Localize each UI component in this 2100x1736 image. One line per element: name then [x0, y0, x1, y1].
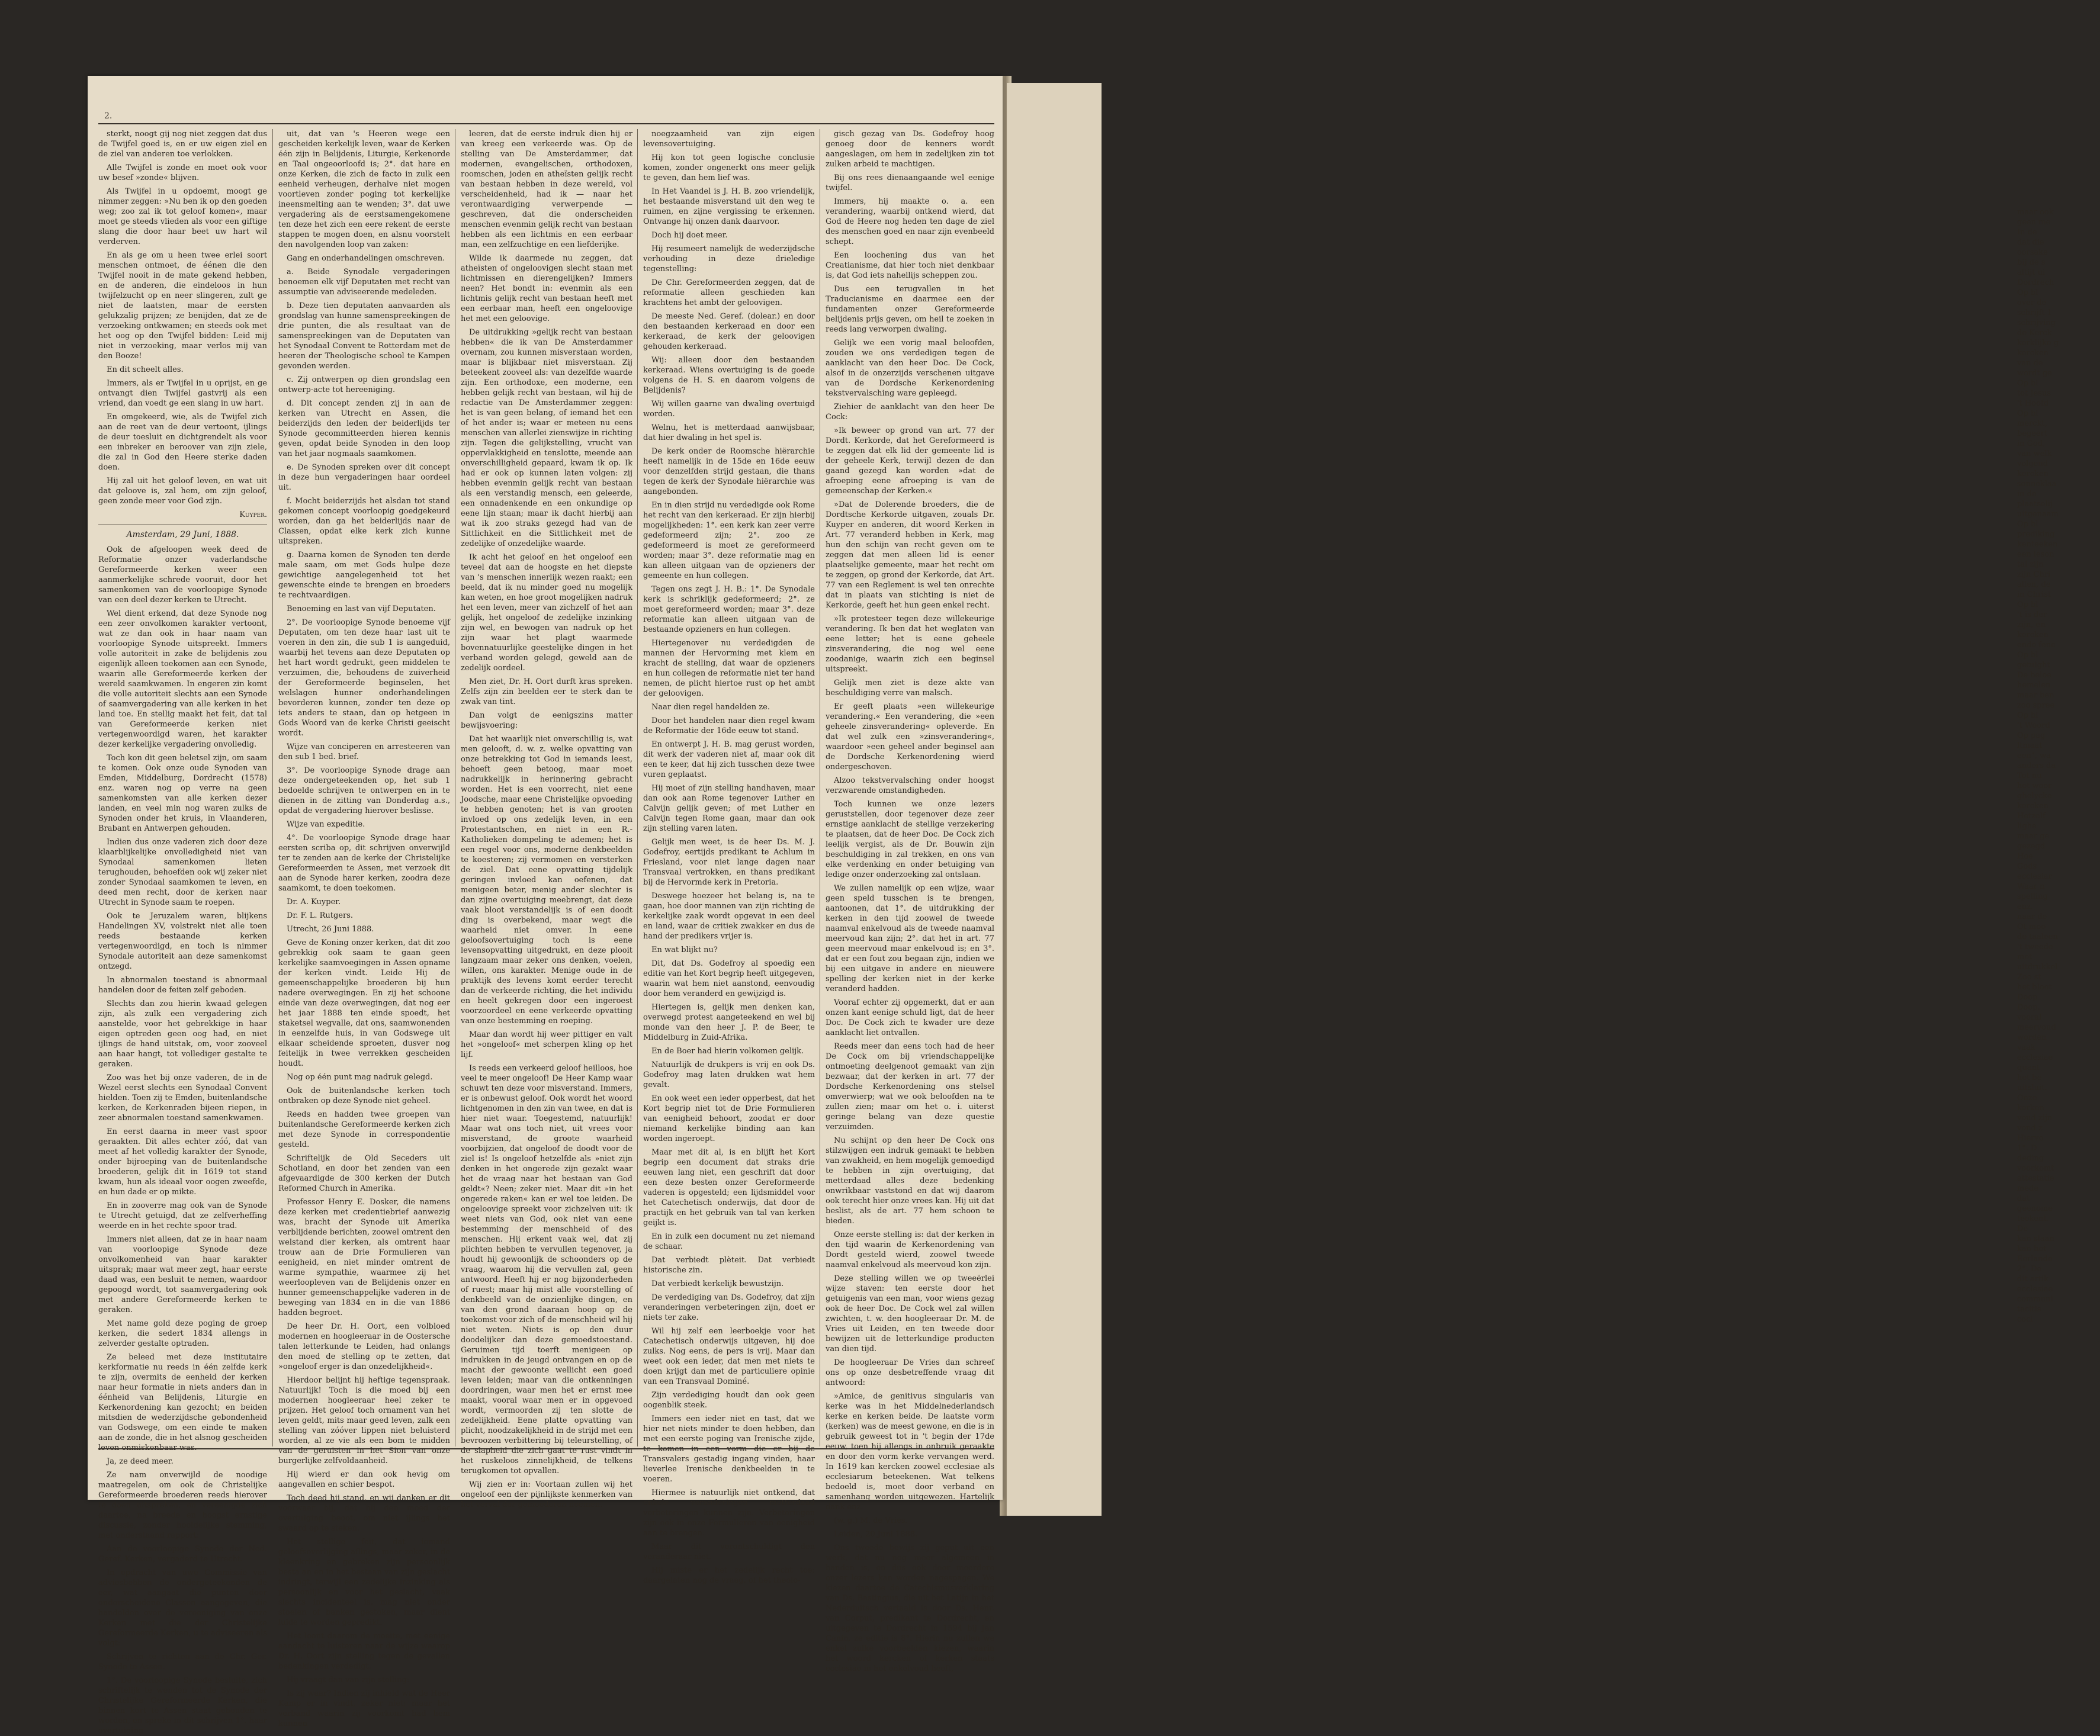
edge-fragment: meervoud	[2017, 1023, 2056, 1032]
paragraph: En ontwerpt J. H. B. mag gerust worden, dit werk der vaderen niet af, maar ook dit een te keer, dat hij zich tusschen deze twee vuren geplaatst.	[643, 740, 815, 779]
paragraph: gisch gezag van Ds. Godefroy hoog genoeg door de kenners wordt aangeslagen, om hem in zedelijken zin tot zulken arbeid te machtigen.	[826, 130, 994, 169]
edge-fragment: gezegd	[2017, 842, 2046, 851]
paragraph: In abnormalen toestand is abnormaal handelen door de feiten zelf geboden.	[98, 976, 267, 995]
edge-fragment: Op bl	[2017, 711, 2038, 720]
edge-fragment: Op bl	[2017, 288, 2038, 297]
edge-fragment: kercken	[2017, 631, 2049, 639]
edge-fragment: kercken	[2017, 470, 2049, 478]
edge-fragment: volgend	[2017, 459, 2048, 468]
paragraph: Benoeming en last van vijf Deputaten.	[287, 605, 436, 613]
paragraph: Naar dien regel handelden ze.	[651, 703, 770, 712]
edge-fragment: uitsluit.	[2017, 1084, 2047, 1092]
edge-fragment: Op bl	[2017, 379, 2038, 388]
edge-fragment: schrijving	[2017, 319, 2056, 327]
edge-fragment: zijn, en	[2017, 621, 2046, 629]
paragraph: Deze stelling willen we op tweeërlei wijze staven: ten eerste door het getuigenis van een man, voor wiens gezag ook de heer Doc. De Cock wel zal willen zwichten, t. w. den hoogleeraar Dr. M. de Vries uit Leiden, en ten tweede door bewijzen uit de letterkundige producten van dien tijd.	[826, 1274, 994, 1354]
paragraph: Als Twijfel in u opdoemt, moogt ge nimmer zeggen: »Nu ben ik op den goeden weg; zoo zal ik tot geloof komen«, maar moet ge steeds vlieden als voor een giftige slang die door haar beet uw hart wil verderven.	[98, 187, 267, 246]
paragraph: Dat verbiedt kerkelijk bewustzijn.	[651, 1280, 784, 1288]
paragraph: En de Boer had hierin volkomen gelijk.	[651, 1047, 804, 1056]
edge-fragment: 1°. D	[2017, 1144, 2037, 1153]
edge-fragment: Hiervo	[2017, 1134, 2044, 1143]
paragraph: Nog op één punt mag nadruk gelegd.	[287, 1073, 433, 1082]
paragraph: Onze eerste stelling is: dat der kerken in den tijd waarin de Kerkenordening van Dordt gesteld wierd, zoowel tweede naamval enkelvoud als meervoud kon zijn.	[826, 1230, 994, 1269]
paragraph: Doch hij doet meer.	[651, 231, 728, 240]
paragraph: Ziehier de aanklacht van den heer De Cock:	[826, 403, 994, 422]
edge-fragment: Doop.	[2017, 1003, 2040, 1012]
edge-fragment: de taaleen	[2017, 933, 2058, 941]
paragraph: Er geeft plaats »een willekeurige verandering.« Een verandering, die »een geheele zinsverandering« opleverde. En dat wel zulk een »zinsverandering«, waardoor »een geheel ander beginsel aan de Dordsche Kerkenordening wierd ondergeschoven.	[826, 702, 994, 771]
edge-fragment: maar ge	[2017, 832, 2050, 841]
edge-fragment: allen, de	[2017, 580, 2051, 589]
paragraph: Dit, dat Ds. Godefroy al spoedig een editie van het Kort begrip heeft uitgegeven, waarin wat hem niet aanstond, eenvoudig door hem veranderd en gewijzigd is.	[643, 959, 815, 998]
edge-fragment: Dordrech	[2017, 278, 2054, 287]
paragraph: Welnu, het is metterdaad aanwijsbaar, dat hier dwaling in het spel is.	[643, 423, 815, 442]
paragraph: En dit scheelt alles.	[107, 365, 184, 374]
paragraph: Geve de Koning onzer kerken, dat dit zoo gebrekkig ook saam te gaan geen kerkelijke saamvoegingen in Assen opname der kerken vindt. Leide Hij de gemeenschappelijke broederen bij hun nadere overwegingen. En zij het schoone einde van deze overwegingen, dat nog eer het jaar 1888 ten einde spoedt, het staketsel wegvalle, dat ons, saamwonenden in eenzelfde huis, in van Godswege uit elkaar scheidende sproeten, dusver nog feitelijk in twee verrekken gescheiden houdt.	[278, 938, 450, 1068]
edge-fragment: wordt ge	[2017, 369, 2052, 378]
paragraph: sterkt, noogt gij nog niet zeggen dat dus de Twijfel goed is, en er uw eigen ziel en de ziel van anderen toe verlokken.	[98, 130, 267, 159]
edge-fragment: ende fenc	[2017, 641, 2056, 650]
paragraph: Hij resumeert namelijk de wederzijdsche verhouding in deze drieledige tegenstelling:	[643, 245, 815, 274]
paragraph: Schriftelijk de Old Seceders uit Schotland, en door het zenden van een afgevaardigde de 300 kerken der Dutch Reformed Church in Amerika.	[278, 1154, 450, 1193]
paragraph: Ook te Jeruzalem waren, blijkens Handelingen XV, volstrekt niet alle toen reeds bestaande kerken vertegenwoordigd, en toch is nimmer Synodale autoriteit aan deze samenkomst ontzegd.	[98, 912, 267, 971]
edge-fragment: zijn Chri	[2017, 570, 2051, 579]
paragraph: 2°. De voorloopige Synode benoeme vijf Deputaten, om ten deze haar last uit te voeren in den zin, die sub 1 is aangeduid, waarbij het tevens aan deze Deputaten op het hart wordt gedrukt, geen middelen te verzuimen, die, behoudens de zuiverheid der Gereformeerde beginselen, het welslagen hunner onderhandelingen bevorderen kunnen, zonder ten deze op iets anders te staan, dan op hetgeen in Gods Woord van de kerke Christi geeischt wordt.	[278, 618, 450, 738]
edge-fragment: Hetzelf	[2017, 812, 2046, 821]
paragraph: Wilde ik daarmede nu zeggen, dat atheïsten of ongeloovigen slecht staan met lichtmissen en dierengelijken? Immers neen? Het bondt in: evenmin als een lichtmis gelijk recht van bestaan heeft met een eerbaar man, heeft een ongeloovige het met een geloovige.	[461, 254, 632, 323]
edge-fragment: in God,	[2017, 439, 2046, 448]
edge-fragment: maar ben	[2017, 691, 2054, 700]
edge-fragment: anders da	[2017, 761, 2056, 770]
paragraph: Hiertegenover nu verdedigden de mannen der Hervorming met klem en kracht de stelling, dat waar de opzieners en hun collegen de reformatie niet ter hand nemen, de plicht hiertoe rust op het ambt der geloovigen.	[643, 639, 815, 698]
paragraph: Een loochening dus van het Creatianisme, dat hier toch niet denkbaar is, dat God iets nahellijs scheppen zou.	[826, 251, 994, 280]
edge-fragment: enz.	[2017, 902, 2034, 911]
paragraph: Hiermee is natuurlijk niet ontkend, dat enkele veranderingen metterdaad verbeteringen kunnen zijn. Verbeteringen zijn ook in onze Formulieren van eenigheid aan te brengen.	[643, 1489, 815, 1538]
edge-fragment: altijt ui	[2017, 268, 2046, 277]
paragraph: Dr. A. Kuyper.	[287, 898, 341, 906]
paragraph: Tegen ons zegt J. H. B.: 1°. De Synodale kerk is schriklijk gedeformeerd; 2°. ze moet gereformeerd worden; maar 3°. deze reformatie kan alleen uitgaan van de bestaande opzieners en hun collegen.	[643, 585, 815, 634]
edge-fragment: Op bl	[2017, 409, 2038, 418]
paragraph: Hij miste er het zedelijk recht toe; daargelaten nog de vraag, of het theolo-	[643, 1566, 815, 1585]
edge-fragment: kan het	[2017, 1245, 2047, 1253]
paragraph: Dat het waarlijk niet onverschillig is, wat men gelooft, d. w. z. welke opvatting van onze betrekking tot God in iemands leest, behoeft geen betoog, maar moet nadrukkelijk in herinnering gebracht worden. Het is een voorrecht, niet eene Joodsche, maar eene Christelijke opvoeding te hebben genoten; het is van grooten invloed op ons zedelijk leven, in een Protestantschen, en niet in een R.-Katholieken dompeling te ademen; het is een regel voor ons, moderne denkbeelden te koesteren; zij vermomen en versterken de ziel. Dat eene opvatting tijdelijk geringen invloed kan oefenen, dat menigeen beter, menig ander slechter is dan zijne overtuiging meebrengt, dat deze vaak bloot verstandelijk is of een doodt ding is overbekend, maar wegt die waarheid niet omver. In eene geloofsovertuiging toch is eene levensopvatting uitgedrukt, en deze plooit langzaam maar zeker ons denken, voelen, willen, ons karakter. Menige oude in de praktijk des levens komt eerder terecht dan de verkeerde richting, die het individu en heelt gekregen door een ingeroest voorzoordeel en eene verkeerde opvatting van onze bestemming en roeping.	[461, 735, 632, 1025]
column-1	[98, 129, 267, 1735]
edge-fragment: Waar n	[2017, 882, 2045, 891]
paragraph: Leiden, 20 Juni 1888.	[834, 1530, 918, 1539]
edge-fragment: dat	[2017, 1194, 2030, 1203]
paragraph: Men ziet, Dr. H. Oort durft kras spreken. Zelfs zijn zin beelden eer te sterk dan te zwak van tint.	[461, 677, 632, 706]
paragraph: Zoo was het bij onze vaderen, de in de Wezel eerst slechts een Synodaal Convent hielden. Toen zij te Emden, buitenlandsche kerken, de Kerkenraden bijeen riepen, in zeer abnormalen toestand samenkwamen.	[98, 1073, 267, 1123]
edge-fragment: worden	[2017, 1033, 2047, 1042]
paragraph: »Ik beweer op grond van art. 77 der Dordt. Kerkorde, dat het Gereformeerd is te zeggen dat elk lid der gemeente lid is der geheele Kerk, terwijl dezen de dan gaand gezegd kan worden »dat de afroeping eene afroeping is van de gemeenschap der Kerken.«	[826, 426, 994, 496]
paragraph: Wij zien er in: Voortaan zullen wij het ongeloof een der pijnlijkste kenmerken van het verval der gemoederen noemen.	[461, 1480, 632, 1509]
paragraph: Gelijk men weet, is de heer Ds. M. J. Godefroy, eertijds predikant te Achlum in Friesland, voor niet lange dagen naar Transvaal vertrokken, en thans predikant bij de Hervormde kerk in Pretoria.	[643, 838, 815, 887]
edge-fragment: kenteeken	[2017, 540, 2058, 549]
edge-fragment: een leson	[2017, 550, 2054, 559]
edge-fragment: begeert	[2017, 429, 2048, 438]
paragraph: Alzoo tekstvervalsching onder hoogst verzwarende omstandigheden.	[826, 776, 994, 795]
edge-fragment: kerklijke g	[2017, 339, 2059, 348]
edge-fragment: merckt,	[2017, 419, 2047, 428]
column-2	[278, 129, 450, 1728]
adjacent-page-text	[2017, 207, 2100, 1324]
edge-fragment: kan slaan	[2017, 1235, 2054, 1243]
paragraph: De kerk onder de Roomsche hiërarchie heeft namelijk in de 15de en 16de eeuw voor denzelfden strijd gestaan, die thans tegen de kerk der Synodale hiërarchie was aangebonden.	[643, 447, 815, 496]
paragraph: uit, dat van 's Heeren wege een gescheiden kerkelijk leven, waar de Kerken één zijn in Belijdenis, Liturgie, Kerkenorde en Taal ongeoorloofd is; 2°. dat hare en onze Kerken, die zich de facto in zulk een eenheid verheugen, derhalve niet mogen voortleven zonder poging tot kerkelijke ineensmelting aan te wenden; 3°. dat uwe vergadering als de eerstsamengekomene ten deze het zich een eere rekent de eerste stappen te mogen doen, en alsnu voorstelt den navolgenden loop van zaken:	[278, 130, 450, 249]
paragraph: a. Beide Synodale vergaderingen benoemen elk vijf Deputaten met recht van assumptie van adviseerende medeleden.	[278, 268, 450, 297]
paragraph: Dan volgt de eenigszins matter bewijsvoering:	[461, 711, 632, 730]
paragraph: Schrijven te richten aan de Chr. Ger. Synode te Assen.	[98, 1653, 267, 1671]
paragraph: noegzaamheid van zijn eigen levensovertuiging.	[643, 130, 815, 149]
paragraph: Ook de buitenlandsche kerken toch ontbraken op deze Synode niet geheel.	[278, 1086, 450, 1105]
edge-fragment: in Christ	[2017, 590, 2051, 599]
paragraph: Met name gold deze poging de groep kerken, die sedert 1834 allengs in zelverder gestalte optraden.	[98, 1319, 267, 1348]
edge-fragment: kercken	[2017, 349, 2049, 358]
paragraph: Ik acht het geloof en het ongeloof een teveel dat aan de hoogste en het diepste van 's menschen innerlijk wezen raakt; een beeld, dat ik nu minder goed nu mogelijk kan weten, en hoe groot mogelijken nadruk het een leven, meer van zichzelf of het aan gelijk, het ongeloof de zedelijke inzinking zijn wel, en bewogen van nadruk op het zijn waar het plagt waarmede bovennatuurlijke geestelijke dingen in het verband worden gelegd, geweld aan de zedelijk oordeel.	[461, 553, 632, 673]
column-5	[826, 129, 994, 1673]
bottom-rule	[98, 1448, 994, 1449]
edge-fragment: Tot nu	[2017, 771, 2042, 780]
edge-fragment: tot Jesus	[2017, 389, 2051, 398]
paragraph: Is zij waar? Indien zij inhield wat de Heer Kamp er in vindt, zeker niet; maar het verband waarin zij voorkomt had hem kunnen	[278, 1689, 450, 1728]
edge-fragment: van welk	[2017, 449, 2052, 458]
paragraph: Hiertegen is, gelijk men denken kan, overwegd protest aangeteekend en wel bij monde van den heer J. P. de Beer, te Middelburg in Zuid-Afrika.	[643, 1003, 815, 1042]
paragraph: Het loont daarom de moeite, met eenige aandacht te luisteren naar de wijze waarop Dr. H. Oort zijn stelling tegen de gevallen bedenkingen verdedigt.	[278, 1632, 450, 1671]
paragraph: Wij: alleen door den bestaanden kerkeraad. Wiens overtuiging is de goede volgens de H. S. en daarom volgens de Belijdenis?	[643, 356, 815, 395]
paragraph: En omgekeerd, wie, als de Twijfel zich aan de reet van de deur vertoont, ijlings de deur toesluit en dichtgrendelt als voor een inbreker en beroover van zijn ziele, die zal in God den Heere sterke daden doen.	[98, 413, 267, 472]
edge-fragment: plaatselij	[2017, 500, 2053, 509]
column-divider	[272, 129, 273, 1446]
paragraph: En in zooverre mag ook van de Synode te Utrecht getuigd, dat ze zelfverheffing weerde en in het rechte spoor trad.	[98, 1201, 267, 1230]
edge-fragment: vaak	[2017, 1043, 2035, 1052]
paragraph: Hij vraagt dan van zijn stelling:	[287, 1676, 410, 1684]
edge-fragment: van de	[2017, 359, 2043, 368]
edge-fragment: De beloe	[2017, 671, 2051, 680]
paragraph: En ook weet een ieder opperbest, dat het Kort begrip niet tot de Drie Formulieren van eenigheid behoort, zoodat er door niemand kerkelijke binding aan kan worden ingeroept.	[643, 1094, 815, 1143]
paragraph: Utrecht, 26 Juni 1888.	[287, 925, 374, 934]
edge-fragment: voorkomt	[2017, 1164, 2054, 1173]
edge-fragment: maar ook	[2017, 208, 2054, 217]
edge-fragment: voud zijn	[2017, 1114, 2053, 1123]
paragraph: Reeds en hadden twee groepen van buitenlandsche Gereformeerde kerken zich met deze Synode in correspondentie gesteld.	[278, 1110, 450, 1149]
paragraph: Alle Twijfel is zonde en moet ook voor uw besef »zonde« blijven.	[98, 163, 267, 182]
paragraph: Hij kon tot geen logische conclusie komen, zonder ongenerkt ons meer gelijk te geven, dan hem lief was.	[643, 153, 815, 182]
paragraph: Toch kunnen we onze lezers geruststellen, door tegenover deze zeer ernstige aanklacht de stellige verzekering te plaatsen, dat de heer Doc. De Cock zich leelijk vergist, als de Dr. Bouwin zijn beschuldiging in zal trekken, en ons van elke verdenking en onder betuiging van ledige onzer onderzoeking zal ontslaan.	[826, 800, 994, 879]
paragraph: e. De Synoden spreken over dit concept in deze hun vergaderingen haar oordeel uit.	[278, 463, 450, 492]
edge-fragment: ghelycke	[2017, 792, 2052, 801]
edge-fragment: 't Hoofd	[2017, 399, 2049, 408]
paragraph: Aan de voorloopige Synode der Ned. Geref. Kerken, vergaderd te Utrecht.	[98, 1545, 267, 1564]
paragraph: g. Daarna komen de Synoden ten derde male saam, om met Gods hulpe deze gewichtige aangelegenheid tot het gewenschte einde te brengen en broeders te rechtvaardigen.	[278, 551, 450, 600]
paragraph: De Chr. Gereformeerden zeggen, dat de reformatie alleen geschieden kan krachtens het ambt der geloovigen.	[643, 278, 815, 307]
paragraph: Is reeds een verkeerd geloof heilloos, hoe veel te meer ongeloof! De Heer Kamp waar schuwt ten deze voor misverstand. Immers, er is onbewust geloof. Ook wordt het woord lichtgenomen in den zin van twee, en dat is hier niet waar. Toegestemd, natuurlijk! Maar wat ons toch niet, uit vrees voor misverstand, de groote waarheid voorbijzien, dat ongeloof de doodt voor de ziel is! Is ongeloof hetzelfde als »niet zijn denken in het ongerede zijn gezakt waar het de vraag naar het bestaan van God geldt«? Neen; zeker niet. Maar dit »in het ongerede raken« kan er wel toe leiden. De ongeloovige spreekt voor zichzelven uit: ik weet niets van God, ook niet van eene bestemming der menschheid of des menschen. Hij erkent vaak wel, dat zij plichten hebben te vervullen tegenover, ja houdt hij gewoonlijk de schoonders op de vraag, waarom hij die vervullen zal, geen antwoord. Heeft hij er nog bijzonderheden of ruest; maar hij mist alle voorstelling of denkbeeld van de onzienlijke dingen, en van den grond daaraan hoop op de toekomst voor zich of de menschheid wil hij niet weten. Niets is op den duur doodelijker dan deze gemoedstoestand. Geruimen tijd toerft menigeen op indrukken in de jeugd ontvangen en op de macht der gewoonte wellicht een goed leven leiden; maar van die ontkenningen doordringen, waar men het er ernst mee maakt, vooral waar men er in opgevoed wordt, vermoorden zij ten slotte de zedelijkheid. Eene platte opvatting van plicht, noodzakelijkheid in de strijd met een bevroozen verbittering bij teleurstelling, of de slapheid die zich gaat te rust vindt in het ruskeloos zinnelijkheid, de telkens terugkomen tot opvallen.	[461, 1064, 632, 1475]
edge-fragment: 't Woord	[2017, 721, 2050, 730]
paragraph: Immers, hij maakte o. a. een verandering, waarbij ontkend wierd, dat God de Heere nog heden ten dage de ziel des menschen goed en naar zijn evenbeeld schept.	[826, 197, 994, 246]
edge-fragment: Op bl	[2017, 651, 2038, 660]
paragraph: Professor Henry E. Dosker, die namens deze kerken met credentiebrief aanwezig was, bracht der Synode uit Amerika verblijdende berichten, zoowel omtrent den welstand dier kerken, als omtrent haar trouw aan de Drie Formulieren van eenigheid, en niet minder omtrent de warme sympathie, waarmee zij het weerloopleven van de Belijdenis onzer en hunner gemeenschappelijke vaderen in de beweging van 1834 en in die van 1886 hadden begroet.	[278, 1198, 450, 1317]
edge-fragment: tacitis	[2017, 1305, 2041, 1314]
adjacent-page-edge	[1007, 83, 2059, 1516]
edge-fragment: Gods	[2017, 862, 2037, 871]
edge-fragment: naar de	[2017, 912, 2047, 921]
paragraph: »Ik protesteer tegen deze willekeurige verandering. Ik ben dat het weglaten van eene letter; het is eene geheele zinsverandering, die nog wel eene zoodanige, waarin zich een beginsel uitspreekt.	[826, 615, 994, 674]
column-divider	[637, 129, 638, 1446]
paragraph: Toch deed hij stand, en wij danken er dit voorwaar bij, dat hij den moed der overtuiging beoot, om niet ijlings het swaard op te steken.	[278, 1494, 450, 1533]
edge-fragment: schrijft 1	[2017, 308, 2053, 317]
page-marker: 2.	[104, 111, 113, 121]
edge-fragment: 't is der	[2017, 610, 2047, 619]
paragraph: Ons tweede bewijs zij geput uit een werk, dat nu nog meer algemeen in handen is, en dus ook door meerdere onzer lezers kan worden nagespagen. We kiezen daartoe de Catechismusverklaring van Ds. Bastingius, die uit het Latijn in het Nederduitsch vertaald is door Ds. Henr. van Corput, predikant te Dordrecht, en uitgegeven te Dordrecht in 1594 bij Jan Canin, ze editie is 8°. Hierin nu zullen we enkel zulke voorbeelden kiezen, waarin het woord kercken of kerken staats ecclesiae in het enkelvoud heeft,	[826, 1544, 994, 1673]
dateline: Amsterdam, 29 Juni, 1888.	[126, 530, 239, 539]
paragraph: Immers, als er Twijfel in u oprijst, en ge ontvangt dien Twijfel gastvrij als een vriend, dan voedt ge een slang in uw hart.	[98, 379, 267, 408]
paragraph: c. Zij ontwerpen op dien grondslag een ontwerp-acte tot hereeniging.	[278, 375, 450, 394]
edge-fragment: kercken	[2017, 802, 2049, 811]
paragraph: Maar dan wordt hij weer pittiger en valt het »ongeloof« met scherpen kling op het lijf.	[461, 1030, 632, 1059]
paragraph: Reeds meer dan eens toch had de heer De Cock om bij vriendschappelijke ontmoeting deelgenoot gemaakt van zijn bezwaar, dat der kerken in art. 77 der Dordsche Kerkenordening ons stelsel omverwierp; wat we ook beloofden na te zullen zien; maar om het o. i. uiterst geringe belang van deze questie verzuimden.	[826, 1042, 994, 1131]
paragraph: Dus een terugvallen in het Traducianisme en daarmee een der fundamenten onzer Gereformeerde belijdenis prijs geven, om heil te zoeken in reeds lang verworpen dwaling.	[826, 285, 994, 334]
paragraph: En in dien strijd nu verdedigde ook Rome het recht van den kerkeraad. Er zijn hierbij mogelijkheden: 1°. een kerk kan zeer verre gedeformeerd zijn; 2°. zoo ze gedeformeerd is moet ze gereformeerd worden; maar 3°. deze reformatie mag en kan alleen uitgaan van de opzieners der gemeente en hun collegen.	[643, 501, 815, 580]
edge-fragment: Zoo st	[2017, 973, 2041, 982]
edge-fragment: communi	[2017, 1295, 2053, 1304]
paragraph: Wel dient erkend, dat deze Synode nog een zeer onvolkomen karakter vertoont, wat ze dan ook in haar naam van voorloopige Synode uitspreekt. Immers volle autoriteit in zake de belijdenis zou eigenlijk alleen toekomen aan een Synode, waarin alle Gereformeerde kerken der wereld saamkwamen. In engeren zin komt die volle autoriteit slechts aan een Synode of saamvergadering van alle kerken in het land toe. En stellig maakt het feit, dat tal van Gereformeerde kerken niet vertegenwoordigd waren, het karakter dezer kerkelijke vergadering onvolledig.	[98, 609, 267, 749]
edge-fragment: het bloot	[2017, 983, 2052, 992]
edge-fragment: In de	[2017, 228, 2037, 237]
paragraph: De verdediging van Ds. Godefroy, dat zijn veranderingen verbeteringen zijn, doet er niets ter zake.	[643, 1293, 815, 1322]
edge-fragment: Ot moo	[2017, 922, 2046, 931]
paragraph: En eerst daarna in meer vast spoor geraakten. Dit alles echter zóó, dat van meet af het volledig karakter der Synode, onder bijroeping van de buitenlandsche broederen, gelijk dit in 1619 tot stand kwam, hun als ideaal voor oogen zweefde, en hun dade er op mikte.	[98, 1127, 267, 1197]
edge-fragment: sonneklaa	[2017, 480, 2057, 488]
paragraph: Immers een ieder niet en tast, dat we hier net niets minder te doen hebben, dan met een eerste poging van Irenische zijde, te komen in een vorm die er bij de Transvalers gestadig ingang vinden, haar lieverlee Irenische denkbeelden in te voeren.	[643, 1414, 815, 1484]
edge-fragment: bij de s	[2017, 258, 2046, 267]
paragraph: Indien dus onze vaderen zich door deze klaarblijkelijke onvolledigheid niet van Synodaal samenkomen lieten terughouden, behoefden ook wij zeker niet zonder Synodaal saamkomen te leven, en deed men recht, door de kerken naar Utrecht in Synode saam te roepen.	[98, 838, 267, 907]
paragraph: 4°. De voorloopige Synode drage haar eersten scriba op, dit schrijven onverwijld ter te zenden aan de kerke der Christelijke Gereformeerden te Assen, met verzoek dit aan de Synode harer kerken, zoodra deze saamkomt, te doen toekomen.	[278, 834, 450, 893]
edge-fragment: het woor	[2017, 782, 2052, 790]
edge-fragment: Doop	[2017, 993, 2038, 1002]
edge-fragment: hemelen	[2017, 681, 2051, 690]
paragraph: Deswege hoezeer het belang is, na te gaan, hoe door mannen van zijn richting de kerkelijke zaak wordt opgevat in een deel en land, waar de critiek zwakker en dus de hand der predikers vrijer is.	[643, 892, 815, 941]
edge-fragment: geen me	[2017, 218, 2051, 227]
paragraph: Door het handelen naar dien regel kwam de Reformatie der 16de eeuw tot stand.	[643, 716, 815, 735]
edge-fragment: de Kerck	[2017, 329, 2052, 337]
top-rule	[98, 123, 994, 124]
edge-fragment: Onze	[2017, 1094, 2037, 1102]
edge-fragment: ecclesiar	[2017, 872, 2052, 881]
paragraph: Slechts dan zou hierin kwaad gelegen zijn, als zulk een vergadering zich aanstelde, voor het gebrekkige in haar eigen optreden geen oog had, en niet ijlings de hand uitstak, om, voor zooveel aan haar hangt, tot vollediger gestalte te geraken.	[98, 999, 267, 1069]
paragraph: Vooraf echter zij opgemerkt, dat er aan onzen kant eenige schuld ligt, dat de heer Doc. De Cock zich te kwader ure deze aanklacht liet ontvallen.	[826, 998, 994, 1037]
paragraph: Natuurlijk de drukpers is vrij en ook Ds. Godefroy mag laten drukken wat hem gevalt.	[643, 1060, 815, 1089]
edge-fragment: getuight	[2017, 661, 2050, 670]
paragraph: Hij moet of zijn stelling handhaven, maar dan ook aan Rome tegenover Luther en Calvijn gelijk geven; of met Luther en Calvijn tegen Rome gaan, maar dan ook zijn stelling varen laten.	[643, 784, 815, 833]
edge-fragment: deding	[2017, 1154, 2044, 1163]
paragraph: Ja, ze deed meer.	[107, 1457, 174, 1466]
edge-fragment: het be	[2017, 1073, 2042, 1082]
edge-fragment: ecclesiae	[2017, 1053, 2053, 1062]
paragraph: Wijze van conciperen en arresteeren van den sub 1 bed. brief.	[278, 742, 450, 761]
edge-fragment: tal zijn	[2017, 560, 2044, 569]
paragraph: f. Mocht beiderzijds het alsdan tot stand gekomen concept voorloopig goedgekeurd worden, dan ga het beiderlijds naar de Classen, opdat elke kerk zich kunne uitspreken.	[278, 497, 450, 546]
paragraph: De uitdrukking »gelijk recht van bestaan hebben« die ik van De Amsterdammer overnam, zou kunnen misverstaan worden, maar is blijkbaar niet misverstaan. Zij beteekent zooveel als: van dezelfde waarde zijn. Een orthodoxe, een moderne, een hebben gelijk recht van bestaan, wil hij de redactie van De Amsterdammer zeggen: het is van geen belang, of iemand het een of het ander is; waar er meteen nu eens menschen van allerlei zienswijze in richting zijn. Tegen die gelijkstelling, vrucht van oppervlakkigheid en tenslotte, meende aan onverschilligheid gepaard, kwam ik op. Ik had er ook op kunnen laten volgen: zij hebben evenmin gelijk recht van bestaan als een verstandig mensch, een geleerde, een onnadenkende en een onkundige op eene lijn staan; maar ik dacht hierbij aan wat ik zoo straks gezegd had van de Sittlichkeit en die Sittlichkeit met de zedelijke of onzedelijke waarde.	[461, 328, 632, 548]
paragraph: In Het Vaandel is J. H. B. zoo vriendelijk, het bestaande misverstand uit den weg te ruimen, en zijne vergissing te erkennen. Ontvange hij onzen dank daarvoor.	[643, 187, 815, 226]
edge-fragment: lighe	[2017, 822, 2037, 831]
paragraph: Ook de afgeloopen week deed de Reformatie onzer vaderlandsche Gereformeerde kerken weer een aanmerkelijke schrede vooruit, door het samenkomen van de voorloopige Synode van een deel dezer kerken te Utrecht.	[98, 545, 267, 605]
edge-fragment: 't tweede	[2017, 943, 2053, 951]
paragraph: »Dat de Dolerende broeders, die de Dordtsche Kerkorde uitgaven, zouals Dr. Kuyper en anderen, dit woord Kerken in Art. 77 veranderd hebben in Kerk, mag hun den schijn van recht geven om te zeggen dat men alleen lid is eener plaatselijke gemeente, maar het recht om te zeggen, op grond der Kerkorde, dat Art. 77 van een Reglement is wel ten onrechte dat in plaats van stichting is niet de Kerkorde, geeft het hun geen enkel recht.	[826, 500, 994, 610]
edge-fragment: dit artik	[2017, 1275, 2049, 1284]
edge-fragment: uitgenaam	[2017, 510, 2059, 519]
paragraph: Maar dit verontschuldigt den veranderaar niet.	[643, 1542, 815, 1561]
paragraph: 3°. De voorloopige Synode drage aan deze ondergeteekenden op, het sub 1 bedoelde schrijven te ontwerpen en in te dienen in de zitting van Donderdag a.s., opdat de vergadering hierover beslisse.	[278, 766, 450, 815]
edge-fragment: Op bl	[2017, 520, 2038, 529]
paragraph: In opdracht van uwe Commissie van adviesbebben de ondergeteekenden de eer, wat aangaat die punten door onderscheidene Classen aangegeven, die handelden over de vereeniging van onze Kerken met die der Christelijke Gereformeerde Kerken, u te adviseeren als volgt:	[98, 1568, 267, 1648]
edge-fragment: De	[2017, 1224, 2028, 1233]
edge-fragment: geenome	[2017, 1204, 2053, 1213]
paragraph: We zullen namelijk op een wijze, waar geen speld tusschen is te brengen, aantoonen, dat 1°. de uitdrukking der kerken in den tijd zoowel de tweede naamval enkelvoud als de tweede naamval meervoud kan zijn; 2°. dat het in art. 77 geen meervoud maar enkelvoud is; en 3°. dat er een fout zou begaan zijn, indien we bij een uitgave in andere en nieuwere spelling der kerken niet in der kerke veranderd hadden.	[826, 884, 994, 994]
paragraph: Bij ons rees dienaangaande wel eenige twijfel.	[826, 173, 994, 192]
edge-fragment: ecclesiae	[2017, 1285, 2053, 1294]
edge-fragment: mede	[2017, 1184, 2039, 1193]
paragraph: Gang en onderhandelingen omschreven.	[287, 254, 445, 263]
signature: Kuyper.	[239, 510, 267, 519]
paragraph: »Amice, de genitivus singularis van kerke was in het Middelnederlandsch kerke en kerken beide. De laatste vorm (kerken) was de meest gewone, en die is in gebruik geweest tot in 't begin der 17de eeuw, toen hij allengs in onbruik geraakte en door den vorm kerke vervangen werd. In 1619 kan kercken zoowel ecclesiae als ecclesiarum beteekenen. Wat telkens bedoeld is, moet door verband en samenhang worden uitgewezen. Hartelijk dank enz.	[826, 1392, 994, 1512]
edge-fragment: oorsake	[2017, 248, 2048, 257]
edge-fragment: ltmaat	[2017, 741, 2043, 750]
paragraph: Het stellige feit, dat iemand geloofsoverlijging aflings, maar zeker, in de kleenkring en gebreken zijn persoonlijk besta an en in het bestaan van zijn geslacht indringt, terwijl een zedelijke inzinking als persoonlijk en voor het geslacht, vaak slechts incidenteel is, mag niet onder stoelen of banken gestoken, maar dient luide te worden gepredikt.	[278, 1538, 450, 1627]
paragraph: 1°. De voorloopige Synode besluite, zich schriftelijk te wenden tot de Synode der Christelijke Gereformeerde Kerken, die binnen kort te Assen staat gehouden te worden, en spreke in dit schrijven 1°. haar overtuiging	[98, 1676, 267, 1735]
edge-fragment: prediking	[2017, 530, 2055, 539]
paragraph: Ze beleed met deze institutaire kerkformatie nu reeds in één zelfde kerk te zijn, overmits de eenheid der kerken naar heur formatie in niets anders dan in éénheid van Belijdenis, Liturgie en Kerkenordening kan gezocht; en beiden mitsdien de wederzijdsche gebondenheid van Godswege, om een einde te maken aan de zonde, die in het alsnog gescheiden leven onmiskenbaar was.	[98, 1353, 267, 1452]
paragraph: (w. g.) M. de Vries.	[834, 1516, 908, 1525]
edge-fragment: uitdrukkel	[2017, 963, 2058, 972]
paragraph: Dr. F. L. Rutgers.	[287, 911, 354, 920]
paragraph: En wat blijkt nu?	[651, 946, 718, 954]
column-3	[461, 129, 632, 1509]
paragraph: De heer Dr. H. Oort, een volbloed modernen en hoogleeraar in de Oostersche talen letterkunde te Leiden, had onlangs den moed de stelling op te zetten, dat »ongeloof erger is dan onzedelijkheid«.	[278, 1322, 450, 1371]
edge-fragment: Op bl	[2017, 600, 2038, 609]
paragraph: Hij wierd er dan ook hevig om aangevallen en schier bespot.	[278, 1470, 450, 1489]
paragraph: Immers niet alleen, dat ze in haar naam van voorloopige Synode deze onvolkomenheid van haar karakter uitsprak; maar wat meer zegt, haar eerste daad was, een besluit te nemen, waardoor gepoogd wordt, tot saamvergadering ook met andere Gereformeerde kerken te geraken.	[98, 1235, 267, 1314]
edge-fragment: teekent.	[2017, 1214, 2049, 1223]
edge-fragment: attestatie	[2017, 1174, 2054, 1183]
paragraph: Maar met dit al, is en blijft het Kort begrip een document dat straks drie eeuwen lang niet, een geschrift dat door een deze besten onzer Gereformeerde vaderen is opgesteld; een lijdsmiddel voor het Catechetisch onderwijs, dat door de practijk en het gebruik van tal van kerken geijkt is.	[643, 1148, 815, 1227]
paragraph: d. Dit concept zenden zij in aan de kerken van Utrecht en Assen, die beiderzijds den leden der beiderlijds ter Synode gecommitteerden hieren kennis geven, opdat beide Synoden in den loop van het jaar nogmaals saamkomen.	[278, 399, 450, 458]
paragraph: leeren, dat de eerste indruk dien hij er van kreeg een verkeerde was. Op de stelling van De Amsterdammer, dat modernen, evangelischen, orthodoxen, roomschen, joden en atheïsten gelijk recht van bestaan hebben in deze wereld, vol verscheidenheid, had ik — naar het verontwaardiging verwerpende — geschreven, dat die onderscheiden menschen evenmin gelijk recht van bestaan hebben als een lichtmis en een eerbaar man, een zelfzuchtige en een liefderijke.	[461, 130, 632, 249]
paragraph: Ze nam onverwijld de noodige maatregelen, om ook de Christelijke Gereformeerde broederen reeds hierover te doen uitspreken, en vereenigde zich daartoe, na breede en hoogst ernstige discussie, zonder hooldelijke stemming, met onderstaand rapport:	[98, 1471, 267, 1540]
paragraph: Hij zal uit het geloof leven, en wat uit dat geloove is, zal hem, om zijn geloof, geen zonde meer voor God zijn.	[98, 477, 267, 506]
edge-fragment: quant	[2017, 1063, 2040, 1072]
edge-fragment: een", wa	[2017, 751, 2051, 760]
paragraph: En als ge om u heen twee erlei soort menschen ontmoet, de éénen die den Twijfel nooit in de mate gekend hebben, en de anderen, die eindeloos in hun twijfelzucht op en neer slingeren, zult ge niet de laatsten, maar de eersten gelukzalig prijzen; ze benijden, dat ze de verzoeking ontkwamen; en steeds ook met het oog op den Twijfel bidden: Leid mij niet in verzoeking, maar verlos mij van den Booze!	[98, 251, 267, 361]
edge-fragment: dat die	[2017, 238, 2044, 247]
edge-fragment: spelling	[2017, 892, 2048, 901]
paragraph: Zijn verdediging houdt dan ook geen oogenblik steek.	[643, 1391, 815, 1410]
paragraph: Dat verbiedt plèteit. Dat verbiedt historische zin.	[643, 1256, 815, 1275]
paragraph: En in zulk een document nu zet niemand de schaar.	[643, 1232, 815, 1251]
paragraph: Wijze van expeditie.	[287, 820, 365, 829]
column-4	[643, 129, 815, 1585]
paragraph: Gelijk we een vorig maal beloofden, zouden we ons verdedigen tegen de aanklacht van den heer Doc. De Cock, alsof in de onzerzijds verschenen uitgave van de Dordsche Kerkenordening tekstvervalsching ware gepleegd.	[826, 339, 994, 398]
paragraph: De hoogleeraar De Vries dan schreef ons op onze desbetreffende vraag dit antwoord:	[826, 1358, 994, 1387]
edge-fragment: in de	[2017, 490, 2037, 499]
edge-fragment: kerken	[2017, 1104, 2044, 1113]
edge-fragment: 2°. De	[2017, 1265, 2042, 1274]
paragraph: De meeste Ned. Geref. (dolear.) en door den bestaanden kerkeraad en door een kerkeraad, de kerk der geloovigen gehouden kerkeraad.	[643, 312, 815, 351]
paragraph: b. Deze tien deputaten aanvaarden als grondslag van hunne samenspreekingen de drie punten, die als resultaat van de samenspreekingen van de Deputaten van het Synodaal Convent te Rotterdam met de heeren der Theologische school te Kampen gevonden werden.	[278, 301, 450, 371]
edge-fragment: cocl	[2017, 1315, 2033, 1324]
paragraph: Nu schijnt op den heer De Cock ons stilzwijgen een indruk gemaakt te hebben van zwakheid, en hem mogelijk gemoedigd te hebben in zijn overtuiging, dat metterdaad alles deze bedenking onwrikbaar vaststond en dat wij daarom ook terecht hier onze vrees kan. Hij uit dat beslist, als de art. 77 hem schoon te bieden.	[826, 1136, 994, 1226]
edge-fragment: Hoe	[2017, 852, 2033, 861]
newspaper-page	[88, 76, 1003, 1735]
paragraph: Toch kon dit geen beletsel zijn, om saam te komen. Ook onze oude Synoden van Emden, Middelburg, Dordrecht (1578) enz. waren nog op verre na geen samenkomsten van alle kerken dezer landen, en veel min nog waren zulks de Synoden onder het kruis, in Vlaanderen, Brabant en Antwerpen gehouden.	[98, 754, 267, 833]
paragraph: Wil hij zelf een leerboekje voor het Catechetisch onderwijs uitgeven, hij doe zulks. Nog eens, de pers is vrij. Maar dan weet ook een ieder, dat men met niets te doen krijgt dan met de particuliere opinie van een Transvaal Dominé.	[643, 1327, 815, 1386]
paragraph: Gelijk men ziet is deze akte van beschuldiging verre van malsch.	[826, 679, 994, 697]
edge-fragment: zoo spree	[2017, 701, 2055, 710]
paragraph: Hierdoor belijnt hij heftige tegenspraak. Natuurlijk! Toch is die moed bij een modernen hoogleeraar heel zeker te prijzen. Het geloof toch ornament van het leven geldt, mits maar geed leven, zalk een stelling van zóóver lippen niet beluisterd worden, al ze vie als een bom te midden van de geruisten in het Sion van onze burgerlijke zelfvoldaanheid.	[278, 1376, 450, 1465]
edge-fragment: over de	[2017, 298, 2047, 307]
edge-fragment: met	[2017, 953, 2032, 962]
edge-fragment: vooral	[2017, 1013, 2042, 1022]
edge-fragment: vond z	[2017, 1124, 2043, 1133]
edge-fragment: Eerlande	[2017, 1255, 2053, 1264]
paragraph: Wij willen gaarne van dwaling overtuigd worden.	[643, 400, 815, 419]
edge-fragment: Op pag	[2017, 731, 2046, 740]
